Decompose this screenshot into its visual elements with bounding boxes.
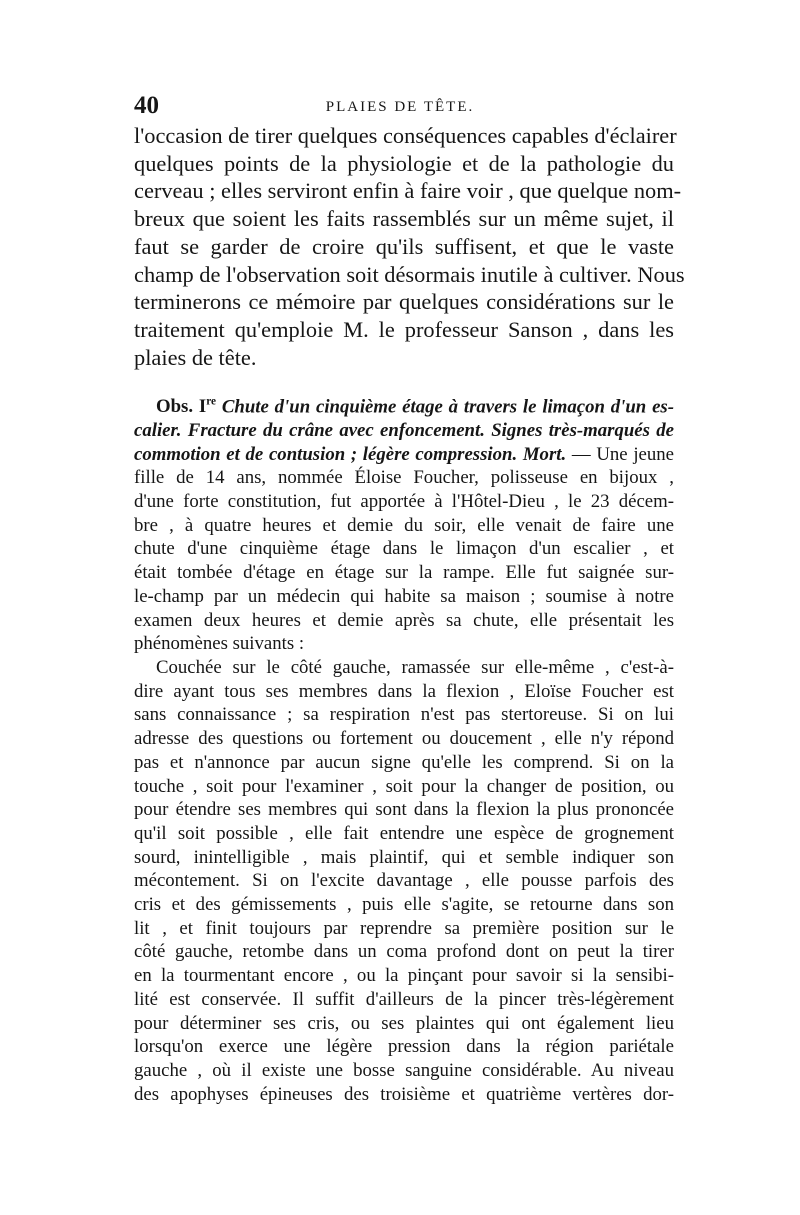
observation-title-line: calier. Fracture du crâne avec enfoncement. Signes très-marqués de [134,419,674,441]
text-line: plaies de tête. [134,344,257,370]
observation-label: Obs. Ire [156,396,216,418]
observation-section [134,391,674,1106]
observation-heading-line [134,391,674,419]
text-line: traitement qu'emploie M. le professeur Sanson , dans les [134,316,674,342]
text-line: côté gauche, retombe dans un coma profond dont on peut la tirer [134,941,674,963]
text-line: gauche , où il existe une bosse sanguine considérable. Au niveau [134,1059,674,1081]
text-line: qu'il soit possible , elle fait entendre une espèce de grognement [134,822,674,844]
text-line: le-champ par un médecin qui habite sa maison ; soumise à notre [134,585,674,607]
text-line: faut se garder de croire qu'ils suffisent, et que le vaste [134,233,674,259]
text-line: sans connaissance ; sa respiration n'est pas stertoreuse. Si on lui [134,704,674,726]
text-line: examen deux heures et demie après sa chute, elle présentait les [134,609,674,631]
text-line: des apophyses épineuses des troisième et quatrième vertères dor- [134,1083,674,1105]
text-line: l'occasion de tirer quelques conséquences capables d'éclairer [134,123,677,148]
text-line: était tombée d'étage en étage sur la rampe. Elle fut saignée sur- [134,562,674,584]
text-line: mécontement. Si on l'excite davantage , elle pousse parfois des [134,870,674,892]
text-line: Couchée sur le côté gauche, ramassée sur elle-même , c'est-à- [156,657,674,678]
text-line: pour déterminer ses cris, ou ses plaintes qui ont également lieu [134,1012,674,1034]
text-line: champ de l'observation soit désormais inutile à cultiver. Nous [134,261,685,287]
running-head: PLAIES DE TÊTE. [325,99,475,115]
text-line: d'une forte constitution, fut apportée à l'Hôtel-Dieu , le 23 décem- [134,491,674,513]
observation-title-line: commotion et de contusion ; légère compression. Mort. — Une jeune [134,443,674,465]
text-line: dire ayant tous ses membres dans la flexion , Eloïse Foucher est [134,680,674,702]
text-line: sourd, inintelligible , mais plaintif, qui et semble indiquer son [134,846,674,868]
text-line: lit , et finit toujours par reprendre sa première position sur le [134,917,674,939]
text-line: cris et des gémissements , puis elle s'agite, se retourne dans son [134,894,674,916]
text-line: lité est conservée. Il suffit d'ailleurs de la pincer très-légèrement [134,988,674,1010]
text-line: bre , à quatre heures et demie du soir, elle venait de faire une [134,514,674,536]
text-line: pour étendre ses membres qui sont dans la flexion la plus prononcée [134,799,674,821]
text-line: adresse des questions ou fortement ou doucement , elle n'y répond [134,728,674,750]
observation-title: Chute d'un cinquième étage à travers le limaçon d'un es- [221,396,674,418]
text-line: terminerons ce mémoire par quelques considérations sur le [134,289,674,315]
text-line: phénomènes suivants : [134,633,305,655]
text-line: cerveau ; elles serviront enfin à faire voir , que quelque nom- [134,178,682,204]
text-line: touche , soit pour l'examiner , soit pour la changer de position, ou [134,775,674,797]
text-line: chute d'une cinquième étage dans le limaçon d'un escalier , et [134,538,674,560]
page-number: 40 [134,92,159,119]
text-line: fille de 14 ans, nommée Éloise Foucher, polisseuse en bijoux , [134,467,674,489]
text-line: lorsqu'on exerce une légère pression dans la région pariétale [134,1036,674,1058]
text-line: pas et n'annonce par aucun signe qu'elle les comprend. Si on la [134,751,674,773]
text-line: en la tourmentant encore , ou la pinçant pour savoir si la sensibi- [134,965,674,987]
intro-paragraph [134,122,685,371]
text-line: breux que soient les faits rassemblés sur un même sujet, il [134,206,674,232]
text-line: quelques points de la physiologie et de la pathologie du [134,150,674,176]
